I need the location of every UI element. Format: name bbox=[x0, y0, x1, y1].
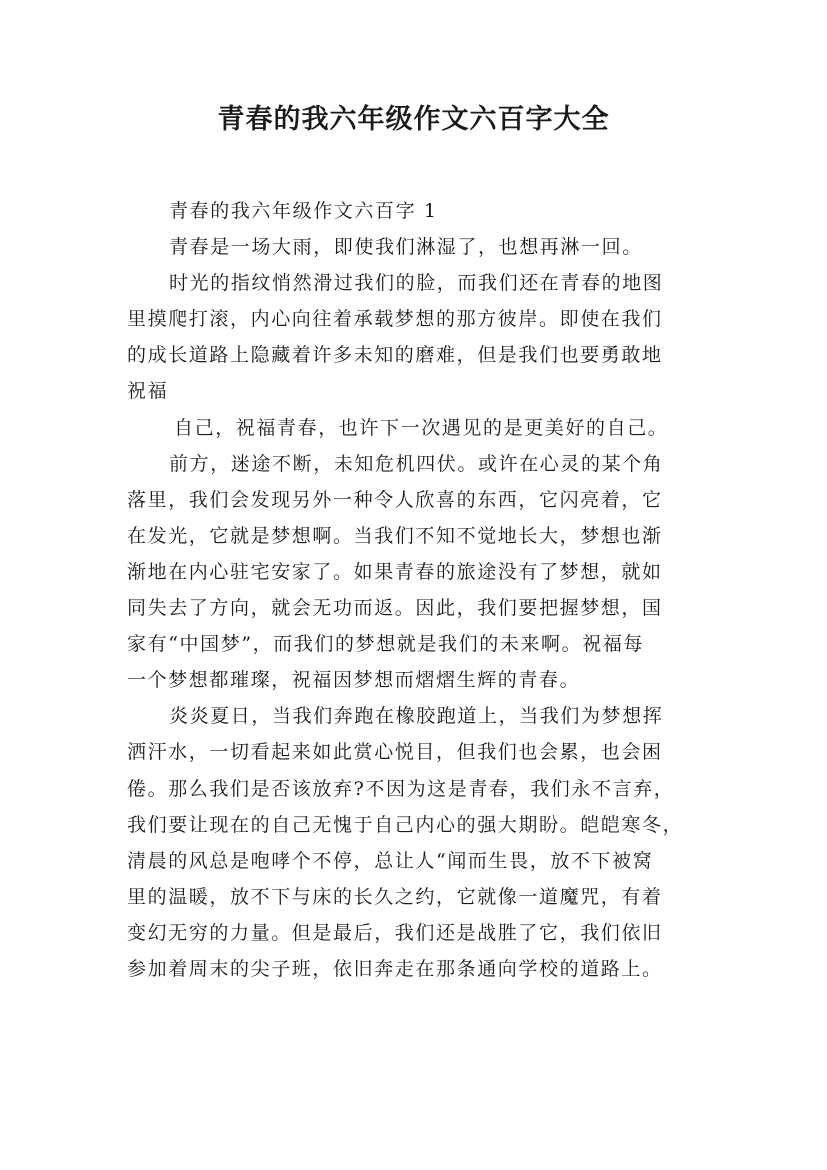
paragraph-line: 炎炎夏日，当我们奔跑在橡胶跑道上，当我们为梦想挥 bbox=[169, 705, 664, 728]
paragraph-line: 在发光，它就是梦想啊。当我们不知不觉地长大，梦想也渐 bbox=[127, 524, 663, 547]
paragraph-line: 渐地在内心驻宅安家了。如果青春的旅途没有了梦想，就如 bbox=[127, 560, 663, 583]
paragraph-line: 一个梦想都璀璨，祝福因梦想而熠熠生辉的青春。 bbox=[127, 669, 581, 692]
paragraph-line: 前方，迷途不断，未知危机四伏。或许在心灵的某个角 bbox=[169, 452, 664, 475]
paragraph-line: 倦。那么我们是否该放弃?不因为这是青春，我们永不言弃， bbox=[127, 777, 675, 800]
paragraph-line: 祝福 bbox=[127, 380, 169, 403]
paragraph-line: 时光的指纹悄然滑过我们的脸，而我们还在青春的地图 bbox=[169, 272, 664, 295]
document-body bbox=[127, 193, 727, 987]
paragraph-line: 里摸爬打滚，内心向往着承载梦想的那方彼岸。即使在我们 bbox=[127, 308, 663, 331]
paragraph-line: 洒汗水，一切看起来如此赏心悦目，但我们也会累，也会困 bbox=[127, 741, 663, 764]
paragraph-line: 家有“中国梦”，而我们的梦想就是我们的未来啊。祝福每 bbox=[127, 633, 645, 656]
essay-subtitle: 青春的我六年级作文六百字 1 bbox=[169, 200, 438, 222]
paragraph-line: 变幻无穷的力量。但是最后，我们还是战胜了它，我们依旧 bbox=[127, 921, 663, 944]
paragraph-line: 清晨的风总是咆哮个不停，总让人“闻而生畏，放不下被窝 bbox=[127, 849, 654, 872]
paragraph-line: 我们要让现在的自己无愧于自己内心的强大期盼。皑皑寒冬， bbox=[127, 813, 684, 836]
paragraph-line: 自己，祝福青春，也许下一次遇见的是更美好的自己。 bbox=[174, 416, 669, 439]
document-title: 青春的我六年级作文六百字大全 bbox=[217, 104, 610, 135]
paragraph-line: 落里，我们会发现另外一种令人欣喜的东西，它闪亮着，它 bbox=[127, 488, 663, 511]
paragraph-line: 的成长道路上隐藏着许多未知的磨难，但是我们也要勇敢地 bbox=[127, 344, 663, 367]
paragraph-line: 里的温暖，放不下与床的长久之约，它就像一道魔咒，有着 bbox=[127, 885, 663, 908]
paragraph-line: 参加着周末的尖子班，依旧奔走在那条通向学校的道路上。 bbox=[127, 957, 663, 980]
paragraph-line: 青春是一场大雨，即使我们淋湿了，也想再淋一回。 bbox=[169, 236, 643, 259]
paragraph-line: 同失去了方向，就会无功而返。因此，我们要把握梦想，国 bbox=[127, 597, 663, 620]
